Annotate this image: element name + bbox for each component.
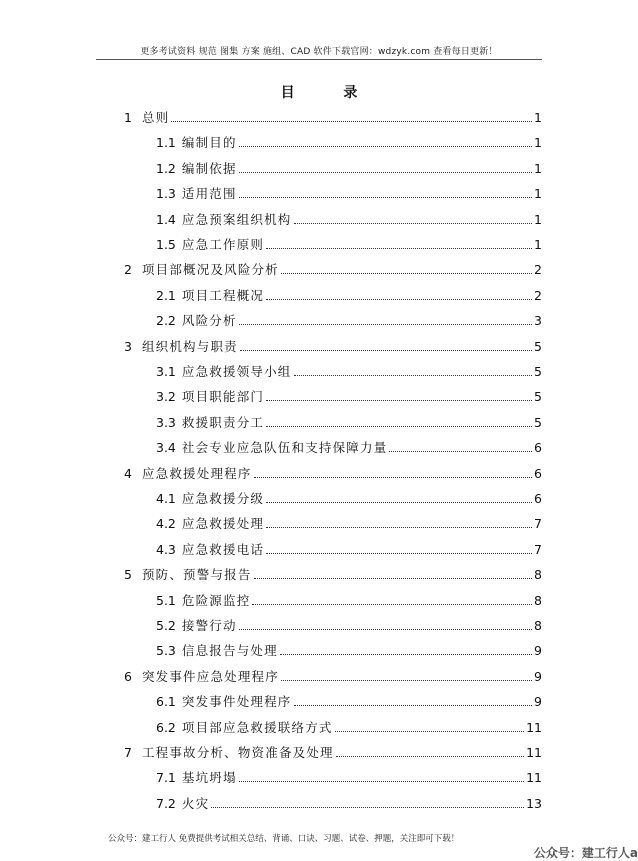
toc-entry-label bbox=[156, 288, 264, 304]
toc-entry-title: 突发事件处理程序 bbox=[181, 694, 292, 710]
toc-entry-number: 3.3 bbox=[156, 414, 176, 430]
toc-dot-leader bbox=[335, 730, 525, 732]
toc-entry-number: 1.5 bbox=[156, 237, 176, 252]
toc-entry-page: 1 bbox=[534, 135, 542, 151]
toc-entry-page: 6 bbox=[534, 491, 542, 506]
toc-entry-page: 8 bbox=[534, 567, 542, 583]
toc-entry-number: 7 bbox=[124, 745, 132, 760]
toc-entry[interactable] bbox=[124, 464, 542, 482]
toc-entry[interactable] bbox=[156, 641, 542, 659]
toc-entry-label bbox=[156, 237, 264, 253]
toc-entry-label bbox=[156, 796, 209, 812]
toc-entry-number: 6 bbox=[124, 668, 132, 684]
toc-entry[interactable] bbox=[156, 718, 542, 736]
toc-dot-leader bbox=[294, 222, 533, 224]
toc-entry-page: 11 bbox=[526, 745, 542, 760]
toc-dot-leader bbox=[389, 450, 532, 452]
toc-dot-leader bbox=[239, 780, 524, 782]
toc-entry-label bbox=[156, 643, 278, 659]
toc-entry-label bbox=[156, 212, 292, 228]
toc-entry-page: 5 bbox=[534, 389, 542, 405]
toc-entry-label bbox=[156, 694, 292, 710]
toc-dot-leader bbox=[254, 476, 532, 478]
toc-entry[interactable] bbox=[156, 235, 542, 253]
toc-entry-title: 应急救援处理 bbox=[181, 516, 265, 532]
toc-entry[interactable] bbox=[124, 337, 542, 355]
toc-entry[interactable] bbox=[156, 616, 542, 634]
toc-dot-leader bbox=[239, 196, 532, 198]
toc-entry[interactable] bbox=[156, 540, 542, 558]
toc-entry-page: 3 bbox=[534, 313, 542, 329]
toc-entry-number: 3.2 bbox=[156, 389, 176, 405]
toc-entry[interactable] bbox=[156, 768, 542, 786]
toc-entry-title: 预防、预警与报告 bbox=[141, 567, 252, 583]
toc-entry-title: 风险分析 bbox=[181, 313, 237, 329]
toc-entry-title: 项目部应急救援联络方式 bbox=[181, 719, 333, 735]
toc-entry-title: 突发事件应急处理程序 bbox=[141, 668, 279, 684]
toc-entry-label bbox=[124, 262, 279, 278]
toc-entry-number: 1.3 bbox=[156, 186, 176, 202]
toc-entry-label bbox=[124, 466, 252, 482]
toc-entry-label bbox=[156, 415, 264, 431]
toc-entry-number: 1.1 bbox=[156, 135, 176, 151]
toc-entry-title: 项目职能部门 bbox=[181, 389, 265, 405]
toc-entry[interactable] bbox=[156, 311, 542, 329]
toc-entry[interactable] bbox=[156, 133, 542, 151]
toc-entry[interactable] bbox=[156, 159, 542, 177]
toc-entry-label bbox=[156, 364, 292, 380]
toc-dot-leader bbox=[281, 272, 532, 274]
toc-entry-number: 2.2 bbox=[156, 313, 176, 329]
toc-entry-label bbox=[124, 110, 169, 126]
toc-dot-leader bbox=[266, 501, 532, 503]
toc-dot-leader bbox=[281, 679, 532, 681]
toc-dot-leader bbox=[294, 374, 533, 376]
toc-entry-label bbox=[156, 389, 264, 405]
toc-entry-title: 危险源监控 bbox=[181, 592, 251, 608]
toc-entry-page: 7 bbox=[534, 541, 542, 557]
toc-entry-number: 6.1 bbox=[156, 694, 176, 710]
toc-entry-number: 5 bbox=[124, 567, 132, 583]
page-footer: 公众号：建工行人 免费提供考试相关总结、背诵、口诀、习题、试卷、押题，关注即可下载！ bbox=[108, 834, 460, 844]
toc-entry[interactable] bbox=[124, 667, 542, 685]
toc-entry-title: 应急救援电话 bbox=[181, 541, 265, 557]
toc-entry-title: 救援职责分工 bbox=[181, 414, 265, 430]
toc-entry-title: 编制依据 bbox=[181, 160, 237, 176]
toc-dot-leader bbox=[266, 526, 532, 528]
toc-entry[interactable] bbox=[156, 514, 542, 532]
toc-entry-title: 接警行动 bbox=[181, 618, 237, 633]
toc-dot-leader bbox=[336, 755, 524, 757]
toc-entry-page: 6 bbox=[534, 465, 542, 481]
toc-dot-leader bbox=[239, 145, 532, 147]
toc-entry-label bbox=[156, 770, 237, 786]
toc-entry-page: 1 bbox=[534, 110, 542, 125]
toc-entry-title: 信息报告与处理 bbox=[181, 643, 278, 659]
toc-entry-label bbox=[156, 593, 250, 609]
toc-entry-number: 7.1 bbox=[156, 770, 176, 786]
toc-dot-leader bbox=[254, 577, 532, 579]
toc-entry-page: 7 bbox=[534, 516, 542, 532]
toc-entry[interactable] bbox=[156, 438, 542, 456]
toc-dot-leader bbox=[239, 323, 532, 325]
toc-entry-label bbox=[124, 745, 334, 761]
toc-entry-title: 总则 bbox=[141, 110, 170, 125]
toc-entry-number: 4.1 bbox=[156, 491, 176, 506]
toc-entry-number: 3.4 bbox=[156, 440, 176, 456]
toc-entry-label bbox=[156, 313, 237, 329]
toc-entry-page: 9 bbox=[534, 668, 542, 684]
toc-entry-page: 5 bbox=[534, 414, 542, 430]
toc-entry[interactable] bbox=[156, 413, 542, 431]
toc-entry-label bbox=[156, 516, 264, 532]
toc-dot-leader bbox=[266, 247, 532, 249]
toc-entry[interactable] bbox=[156, 692, 542, 710]
toc-entry-number: 1.2 bbox=[156, 160, 176, 176]
toc-entry-label bbox=[156, 618, 237, 634]
toc-entry-page: 1 bbox=[534, 186, 542, 202]
toc-dot-leader bbox=[266, 298, 532, 300]
toc-entry[interactable] bbox=[156, 184, 542, 202]
toc-entry-page: 1 bbox=[534, 237, 542, 252]
toc-dot-leader bbox=[252, 603, 532, 605]
toc-entry-label bbox=[124, 339, 238, 355]
toc-entry-title: 应急工作原则 bbox=[181, 237, 265, 252]
toc-entry[interactable] bbox=[156, 387, 542, 405]
toc-entry-page: 11 bbox=[526, 719, 542, 735]
toc-entry[interactable] bbox=[156, 591, 542, 609]
toc-entry-page: 2 bbox=[534, 262, 542, 278]
toc-entry-title: 项目工程概况 bbox=[181, 287, 265, 303]
toc-entry-title: 应急救援领导小组 bbox=[181, 364, 292, 379]
toc-entry-page: 9 bbox=[534, 694, 542, 710]
toc-entry[interactable] bbox=[156, 286, 542, 304]
toc-title: 目 录 bbox=[280, 85, 380, 101]
page-header: 更多考试资料 规范 图集 方案 施组、CAD 软件下载官网：wdzyk.com 查看每日更新！ bbox=[140, 47, 498, 57]
watermark: 公众号：建工行人a bbox=[533, 846, 638, 860]
toc-entry[interactable] bbox=[124, 565, 542, 583]
toc-entry-page: 13 bbox=[526, 795, 542, 811]
toc-entry-number: 3.1 bbox=[156, 364, 176, 379]
toc-entry-number: 3 bbox=[124, 338, 132, 354]
toc-dot-leader bbox=[240, 349, 532, 351]
toc-entry-page: 8 bbox=[534, 618, 542, 633]
toc-dot-leader bbox=[294, 704, 533, 706]
toc-entry-label bbox=[124, 669, 279, 685]
toc-entry-number: 5.1 bbox=[156, 592, 176, 608]
toc-entry-number: 2.1 bbox=[156, 287, 176, 303]
toc-entry[interactable] bbox=[156, 794, 542, 812]
toc-entry-number: 4 bbox=[124, 465, 132, 481]
toc-dot-leader bbox=[239, 171, 532, 173]
toc-entry[interactable] bbox=[156, 489, 542, 507]
toc-dot-leader bbox=[266, 399, 532, 401]
toc-entry-title: 社会专业应急队伍和支持保障力量 bbox=[181, 440, 388, 456]
toc-entry-page: 1 bbox=[534, 160, 542, 176]
toc-entry-page: 11 bbox=[526, 770, 542, 786]
toc-entry-page: 9 bbox=[534, 643, 542, 659]
toc-entry-page: 2 bbox=[534, 287, 542, 303]
toc-entry-number: 1 bbox=[124, 110, 132, 125]
toc-entry-number: 5.3 bbox=[156, 643, 176, 659]
toc-entry-number: 5.2 bbox=[156, 618, 176, 633]
toc-entry-page: 5 bbox=[534, 364, 542, 379]
toc-dot-leader bbox=[211, 806, 524, 808]
toc-dot-leader bbox=[171, 120, 532, 122]
toc-entry-title: 项目部概况及风险分析 bbox=[141, 262, 279, 278]
toc-entry-title: 工程事故分析、物资准备及处理 bbox=[141, 745, 334, 760]
toc-entry-label bbox=[156, 440, 387, 456]
toc-entry-label bbox=[156, 135, 237, 151]
toc-entry-number: 7.2 bbox=[156, 795, 176, 811]
toc-dot-leader bbox=[280, 653, 532, 655]
toc-entry-label bbox=[156, 542, 264, 558]
toc-entry[interactable] bbox=[156, 210, 542, 228]
toc-dot-leader bbox=[266, 552, 532, 554]
toc-entry-number: 2 bbox=[124, 262, 132, 278]
toc-entry-page: 6 bbox=[534, 440, 542, 456]
toc-entry-number: 4.3 bbox=[156, 541, 176, 557]
toc-entry-title: 编制目的 bbox=[181, 135, 237, 151]
toc-entry-title: 基坑坍塌 bbox=[181, 770, 237, 786]
toc-entry[interactable] bbox=[124, 108, 542, 126]
toc-entry-title: 火灾 bbox=[181, 795, 210, 811]
toc-entry-label bbox=[156, 161, 237, 177]
toc-entry-title: 适用范围 bbox=[181, 186, 237, 202]
toc-entry-title: 应急救援处理程序 bbox=[141, 465, 252, 481]
toc-entry[interactable] bbox=[124, 260, 542, 278]
toc-entry-number: 1.4 bbox=[156, 211, 176, 227]
toc-entry-label bbox=[156, 720, 333, 736]
toc-entry-title: 应急预案组织机构 bbox=[181, 211, 292, 227]
toc-entry-page: 5 bbox=[534, 338, 542, 354]
toc-entry-title: 应急救援分级 bbox=[181, 491, 265, 506]
toc-entry-label bbox=[156, 491, 264, 507]
toc-dot-leader bbox=[239, 628, 532, 630]
toc-entry-label bbox=[124, 567, 252, 583]
toc-entry-title: 组织机构与职责 bbox=[141, 338, 238, 354]
toc-entry-number: 6.2 bbox=[156, 719, 176, 735]
toc-entry-page: 1 bbox=[534, 211, 542, 227]
toc-dot-leader bbox=[266, 425, 532, 427]
toc-entry-number: 4.2 bbox=[156, 516, 176, 532]
toc-entry[interactable] bbox=[124, 743, 542, 761]
toc-entry-page: 8 bbox=[534, 592, 542, 608]
toc-entry-label bbox=[156, 186, 237, 202]
toc-entry[interactable] bbox=[156, 362, 542, 380]
